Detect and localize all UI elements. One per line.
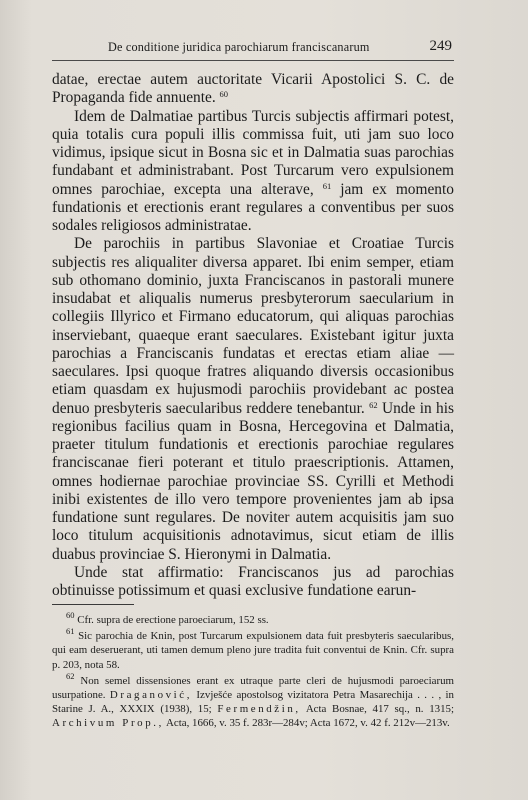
- footnote-number: 60: [66, 610, 75, 620]
- footnote-text: Sic parochia de Knin, post Turcarum expulsionem data fuit presbyteris saecularibus, qui eam deseruerant, uti tamen demum pleno jure tradita fuit conventui de Knin. Cfr. supra p. 203, nota 58.: [52, 630, 454, 671]
- paragraph-text: datae, erectae autem auctoritate Vicarii Apostolici S. C. de Propaganda fide annuente.: [52, 71, 454, 107]
- footnote-number: 62: [66, 670, 75, 681]
- paragraph-4: [52, 564, 454, 601]
- header-rule: [52, 60, 454, 61]
- footnote-text: Izvješće apostolsog vizitatora Petra Masarechija . . . , in Starine J. A., XXXIX (1938), 15;: [52, 689, 454, 716]
- footnote-ref-61: 61: [322, 180, 332, 191]
- footnote-text: Acta, 1666, v. 35 f. 283r—284v; Acta 1672, v. 42 f. 212v—213v.: [166, 717, 450, 730]
- paragraph-3: [52, 235, 454, 564]
- footnote-ref-60: 60: [219, 89, 229, 100]
- footnote-62: [52, 670, 454, 731]
- footnote-60: [52, 610, 454, 627]
- footnote-61: [52, 626, 454, 672]
- paragraph-1: [52, 71, 454, 108]
- footnote-text: Cfr. supra de erectione paroeciarum, 152 ss.: [77, 614, 269, 626]
- footnote-author: Archivum Prop.,: [52, 717, 164, 730]
- page-header: [52, 38, 454, 58]
- paragraph-2: [52, 108, 454, 236]
- footnote-text: Non semel dissensiones erant ex utraque parte cleri de hujusmodi paroeciarum usurpatione.: [52, 674, 454, 702]
- footnotes: [52, 610, 454, 733]
- running-title: De conditione juridica parochiarum franciscanarum: [108, 40, 370, 54]
- footnote-ref-62: 62: [369, 399, 378, 410]
- paragraph-text: Unde in his regionibus facilius quam in Bosna, Hercegovina et Dalmatia, praeter titulum fundationis et erectionis parochiae regulares franciscanae fieri poterant et titulo praescriptionis. Attamen, omnes hodiernae parochiae provinciae SS. Cyrilli et Methodi inibi existentes de illo vero tempore provenientes jam ab ipsa fundatione sunt regulares. De noviter autem acquisitis jam suo loco titulum acquisitionis adnotavimus, sicut etiam de illis duabus provinciae S. Hieronymi in Dalmatia.: [52, 399, 454, 563]
- footnote-rule: [52, 604, 134, 605]
- paragraph-text: Unde stat affirmatio: Franciscanos jus ad parochias obtinuisse potissimum et quasi exclusive fundatione earun-: [52, 563, 454, 599]
- footnote-author: Fermendžin,: [217, 703, 301, 716]
- main-text: [52, 71, 454, 600]
- page-number: 249: [429, 38, 452, 54]
- paragraph-text: jam ex momento fundationis et erectionis erant regulares a conventibus per suos sodales religiosos administratae.: [52, 180, 454, 234]
- footnote-number: 61: [66, 626, 75, 637]
- paragraph-text: De parochiis in partibus Slavoniae et Croatiae Turcis subjectis res aliqualiter diversa apparet. Ibi enim semper, etiam sub othomano dominio, juxta Franciscanos in pastorali munere insudabat et aliqualis numerus presbyterorum saecularium in collegiis Illyrico et Firmano educatorum, qui aliquas parochias inserviebant, quaeque erant saeculares. Existebant igitur juxta parochias a Franciscanis fundatas et erectas etiam aliae — saeculares. Ipsi quoque fratres aliquando diversis occasionibus etiam quasdam ex hujusmodi parochiis providebant ac postea denuo presbyteris saecularibus reddere tenebantur.: [52, 235, 454, 417]
- footnote-text: Acta Bosnae, 417 sq., n. 1315;: [305, 703, 454, 716]
- footnote-author: Draganović,: [109, 689, 193, 702]
- paragraph-text: Idem de Dalmatiae partibus Turcis subjectis affirmari potest, quia totalis cura populi illis commissa fuit, uti jam suo loco vidimus, ipsique sicut in Bosna sic et in Dalmatia suas parochias fundabant et administrabant. Post Turcarum vero expulsionem omnes parochiae, excepta una alterave,: [52, 107, 454, 198]
